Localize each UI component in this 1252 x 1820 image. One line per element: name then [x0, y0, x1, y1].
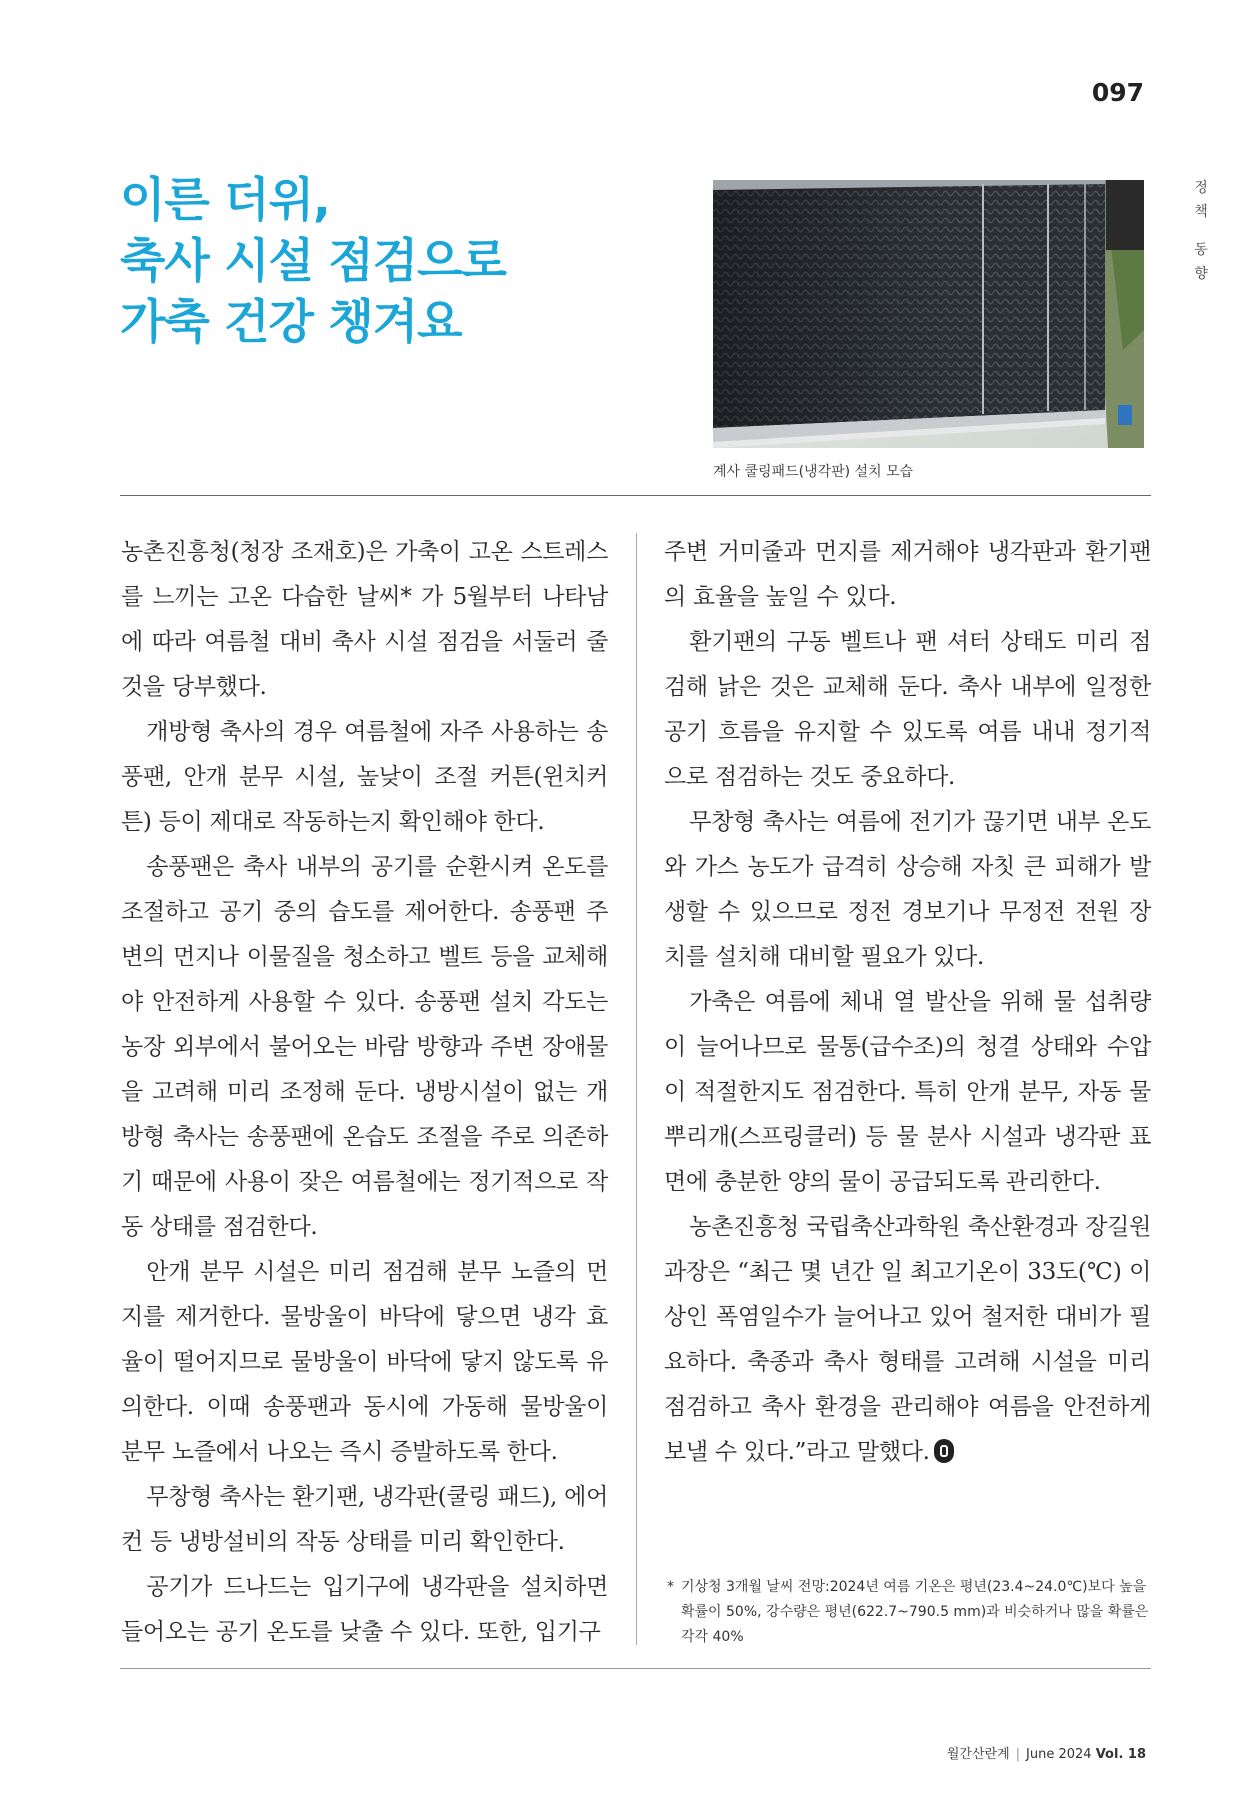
paragraph: 안개 분무 시설은 미리 점검해 분무 노즐의 먼지를 제거한다. 물방울이 바닥에 닿으면 냉각 효율이 떨어지므로 물방울이 바닥에 닿지 않도록 유의한다. 이때 송풍팬과 동시에 가동해 물방울이 분무 노즐에서 나오는 즉시 증발하도록 한다.	[121, 1259, 608, 1465]
page-number: 097	[1091, 78, 1144, 107]
column-divider	[636, 533, 637, 1645]
footnote-text: 기상청 3개월 날씨 전망:2024년 여름 기온은 평년(23.4~24.0℃)보다 높을 확률이 50%, 강수량은 평년(622.7~790.5 mm)과 비슷하거나 많을 확률은 각각 40%	[681, 1579, 1149, 1645]
paragraph: 송풍팬은 축사 내부의 공기를 순환시켜 온도를 조절하고 공기 중의 습도를 제어한다. 송풍팬 주변의 먼지나 이물질을 청소하고 벨트 등을 교체해야 안전하게 사용할 수 있다. 송풍팬 설치 각도는 농장 외부에서 불어오는 바람 방향과 주변 장애물을 고려해 미리 조정해 둔다. 냉방시설이 없는 개방형 축사는 송풍팬에 온습도 조절을 주로 의존하기 때문에 사용이 잦은 여름철에는 정기적으로 작동 상태를 점검한다.	[121, 854, 608, 1240]
paragraph: 농촌진흥청(청장 조재호)은 가축이 고온 스트레스를 느끼는 고온 다습한 날씨* 가 5월부터 나타남에 따라 여름철 대비 축사 시설 점검을 서둘러 줄 것을 당부했다.	[121, 539, 608, 700]
magazine-name: 월간산란계	[946, 1747, 1010, 1762]
title-line: 이른 더위,	[120, 173, 330, 228]
paragraph: 가축은 여름에 체내 열 발산을 위해 물 섭취량이 늘어나므로 물통(급수조)의 청결 상태와 수압이 적절한지도 점검한다. 특히 안개 분무, 자동 물뿌리개(스프링클러) 등 물 분사 시설과 냉각판 표면에 충분한 양의 물이 공급되도록 관리한다.	[664, 989, 1151, 1195]
section-tab-char: 책	[1194, 204, 1208, 220]
cooling-pad-photo	[713, 180, 1144, 448]
paragraph: 환기팬의 구동 벨트나 팬 셔터 상태도 미리 점검해 낡은 것은 교체해 둔다. 축사 내부에 일정한 공기 흐름을 유지할 수 있도록 여름 내내 정기적으로 점검하는 것도 중요하다.	[664, 629, 1151, 790]
section-tab	[1188, 176, 1214, 286]
header-divider	[120, 495, 1151, 496]
footnote	[667, 1575, 1161, 1650]
paragraph	[664, 1205, 1151, 1475]
footer-divider	[120, 1668, 1151, 1669]
body-column-right	[664, 530, 1151, 1475]
paragraph: 공기가 드나드는 입기구에 냉각판을 설치하면 들어오는 공기 온도를 낮출 수 있다. 또한, 입기구	[121, 1574, 608, 1645]
paragraph: 무창형 축사는 환기팬, 냉각판(쿨링 패드), 에어컨 등 냉방설비의 작동 상태를 미리 확인한다.	[121, 1484, 608, 1555]
section-tab-char: 동	[1194, 242, 1208, 258]
article-title	[120, 170, 660, 353]
photo-caption: 계사 쿨링패드(냉각판) 설치 모습	[713, 464, 914, 480]
paragraph: 무창형 축사는 여름에 전기가 끊기면 내부 온도와 가스 농도가 급격히 상승해 자칫 큰 피해가 발생할 수 있으므로 정전 경보기나 무정전 전원 장치를 설치해 대비할 필요가 있다.	[664, 809, 1151, 970]
body-column-left	[121, 530, 608, 1655]
issue-date: June 2024	[1026, 1747, 1092, 1762]
article-end-icon	[934, 1439, 954, 1463]
title-line: 가축 건강 챙겨요	[120, 295, 462, 350]
section-tab-char: 향	[1194, 266, 1208, 282]
paragraph: 주변 거미줄과 먼지를 제거해야 냉각판과 환기팬의 효율을 높일 수 있다.	[664, 539, 1151, 610]
paragraph-text: 농촌진흥청 국립축산과학원 축산환경과 장길원 과장은 “최근 몇 년간 일 최고기온이 33도(℃) 이상인 폭염일수가 늘어나고 있어 철저한 대비가 필요하다. 축종과 축사 형태를 고려해 시설을 미리 점검하고 축사 환경을 관리해야 여름을 안전하게 보낼 수 있다.”라고 말했다.	[664, 1214, 1151, 1465]
paragraph: 개방형 축사의 경우 여름철에 자주 사용하는 송풍팬, 안개 분무 시설, 높낮이 조절 커튼(윈치커튼) 등이 제대로 작동하는지 확인해야 한다.	[121, 719, 608, 835]
footer-separator: |	[1015, 1747, 1021, 1762]
footnote-mark: *	[667, 1579, 674, 1595]
title-line: 축사 시설 점검으로	[120, 234, 506, 289]
volume-number: Vol. 18	[1095, 1747, 1146, 1762]
section-tab-char: 정	[1194, 180, 1208, 196]
page-footer	[947, 1743, 1146, 1762]
